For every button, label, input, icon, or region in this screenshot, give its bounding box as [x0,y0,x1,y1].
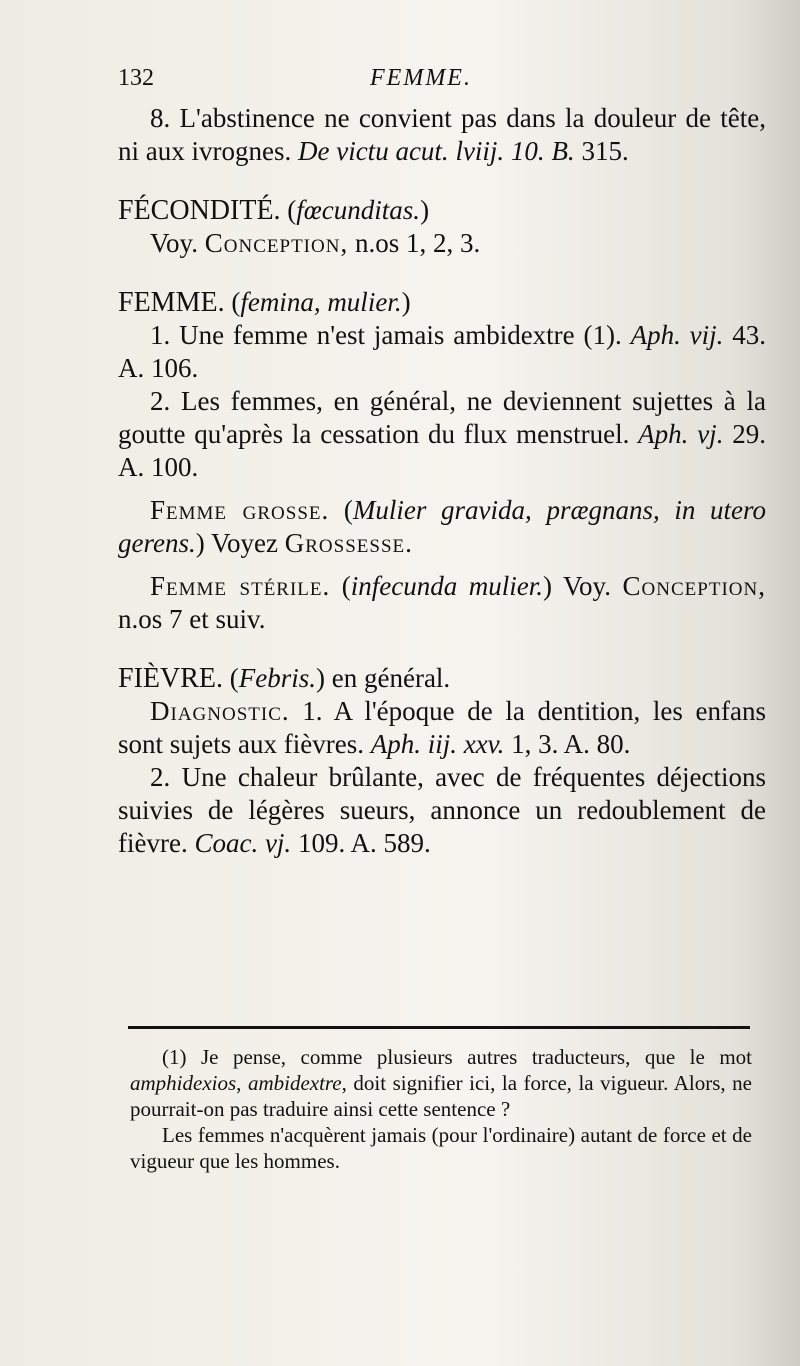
headword-fecondite: FÉCONDITÉ. [118,195,281,226]
running-title: FEMME. [370,65,472,91]
footnote-marker: (1) [162,1045,187,1069]
paragraph: Diagnostic. 1. A l'époque de la dentition, les enfans sont sujets aux fièvres. Aph. iij. xxv. 1, 3. A. 80. [118,696,766,759]
paragraph: 2. Une chaleur brûlante, avec de fréquentes déjections suivies de légères sueurs, annonce un redoublement de fièvre. Coac. vj. 109. A. 589. [118,762,766,858]
footnote-rule [128,1026,750,1029]
entry-fecondite: FÉCONDITÉ. (fœcunditas.) Voy. Conception, n.os 1, 2, 3. [118,195,481,258]
cross-reference: Conception, [622,571,766,601]
entry-femme: FEMME. (femina, mulier.) 1. Une femme n'est jamais ambidextre (1). Aph. vij. 43. A. 106. 2. Les femmes, en général, ne deviennent sujettes à la goutte qu'après la cessation du flux menstruel. Aph. vj. 29. A. 100. Femme grosse. (Mulier gravida, prægnans, in utero gerens.) Voyez Grossesse. Femme stérile. (infecunda mulier.) Voy. Conception, n.os 7 et suiv. [118,287,767,634]
headword-femme: FEMME. [118,287,225,318]
paragraph: 2. Les femmes, en général, ne deviennent sujettes à la goutte qu'après la cessation du flux menstruel. Aph. vj. 29. A. 100. [118,386,767,482]
cross-reference: Conception, [204,228,349,258]
latin-term: femina, mulier. [240,287,402,317]
paragraph: 1. Une femme n'est jamais ambidextre (1). Aph. vij. 43. A. 106. [118,320,767,383]
main-text [118,62,766,860]
latin-term: fœcunditas. [296,195,421,225]
entry-fievre: FIÈVRE. (Febris.) en général. Diagnostic. 1. A l'époque de la dentition, les enfans sont sujets aux fièvres. Aph. iij. xxv. 1, 3. A. 80. 2. Une chaleur brûlante, avec de fréquentes déjections suivies de légères sueurs, annonce un redoublement de fièvre. Coac. vj. 109. A. 589. [118,663,766,858]
footnote: (1) Je pense, comme plusieurs autres traducteurs, que le mot amphidexios, ambidextre, doit signifier ici, la force, la vigueur. Alors, ne pourrait-on pas traduire ainsi cette sentence ? Les femmes n'acquèrent jamais (pour l'ordinaire) autant de force et de vigueur que les hommes. [130,1045,752,1173]
cross-reference: Grossesse. [284,528,413,558]
headword-fievre: FIÈVRE. [118,663,223,694]
paragraph-abstinence: 8. L'abstinence ne convient pas dans la douleur de tête, ni aux ivrognes. De victu acut. lviij. 10. B. 315. [118,103,766,166]
latin-term: Febris. [238,663,316,693]
subentry-femme-sterile: Femme stérile. (infecunda mulier.) Voy. Conception, n.os 7 et suiv. [118,571,766,634]
page-number: 132 [118,65,154,91]
page-header [118,62,766,102]
subentry-femme-grosse: Femme grosse. (Mulier gravida, prægnans, in utero gerens.) Voyez Grossesse. [118,495,766,558]
